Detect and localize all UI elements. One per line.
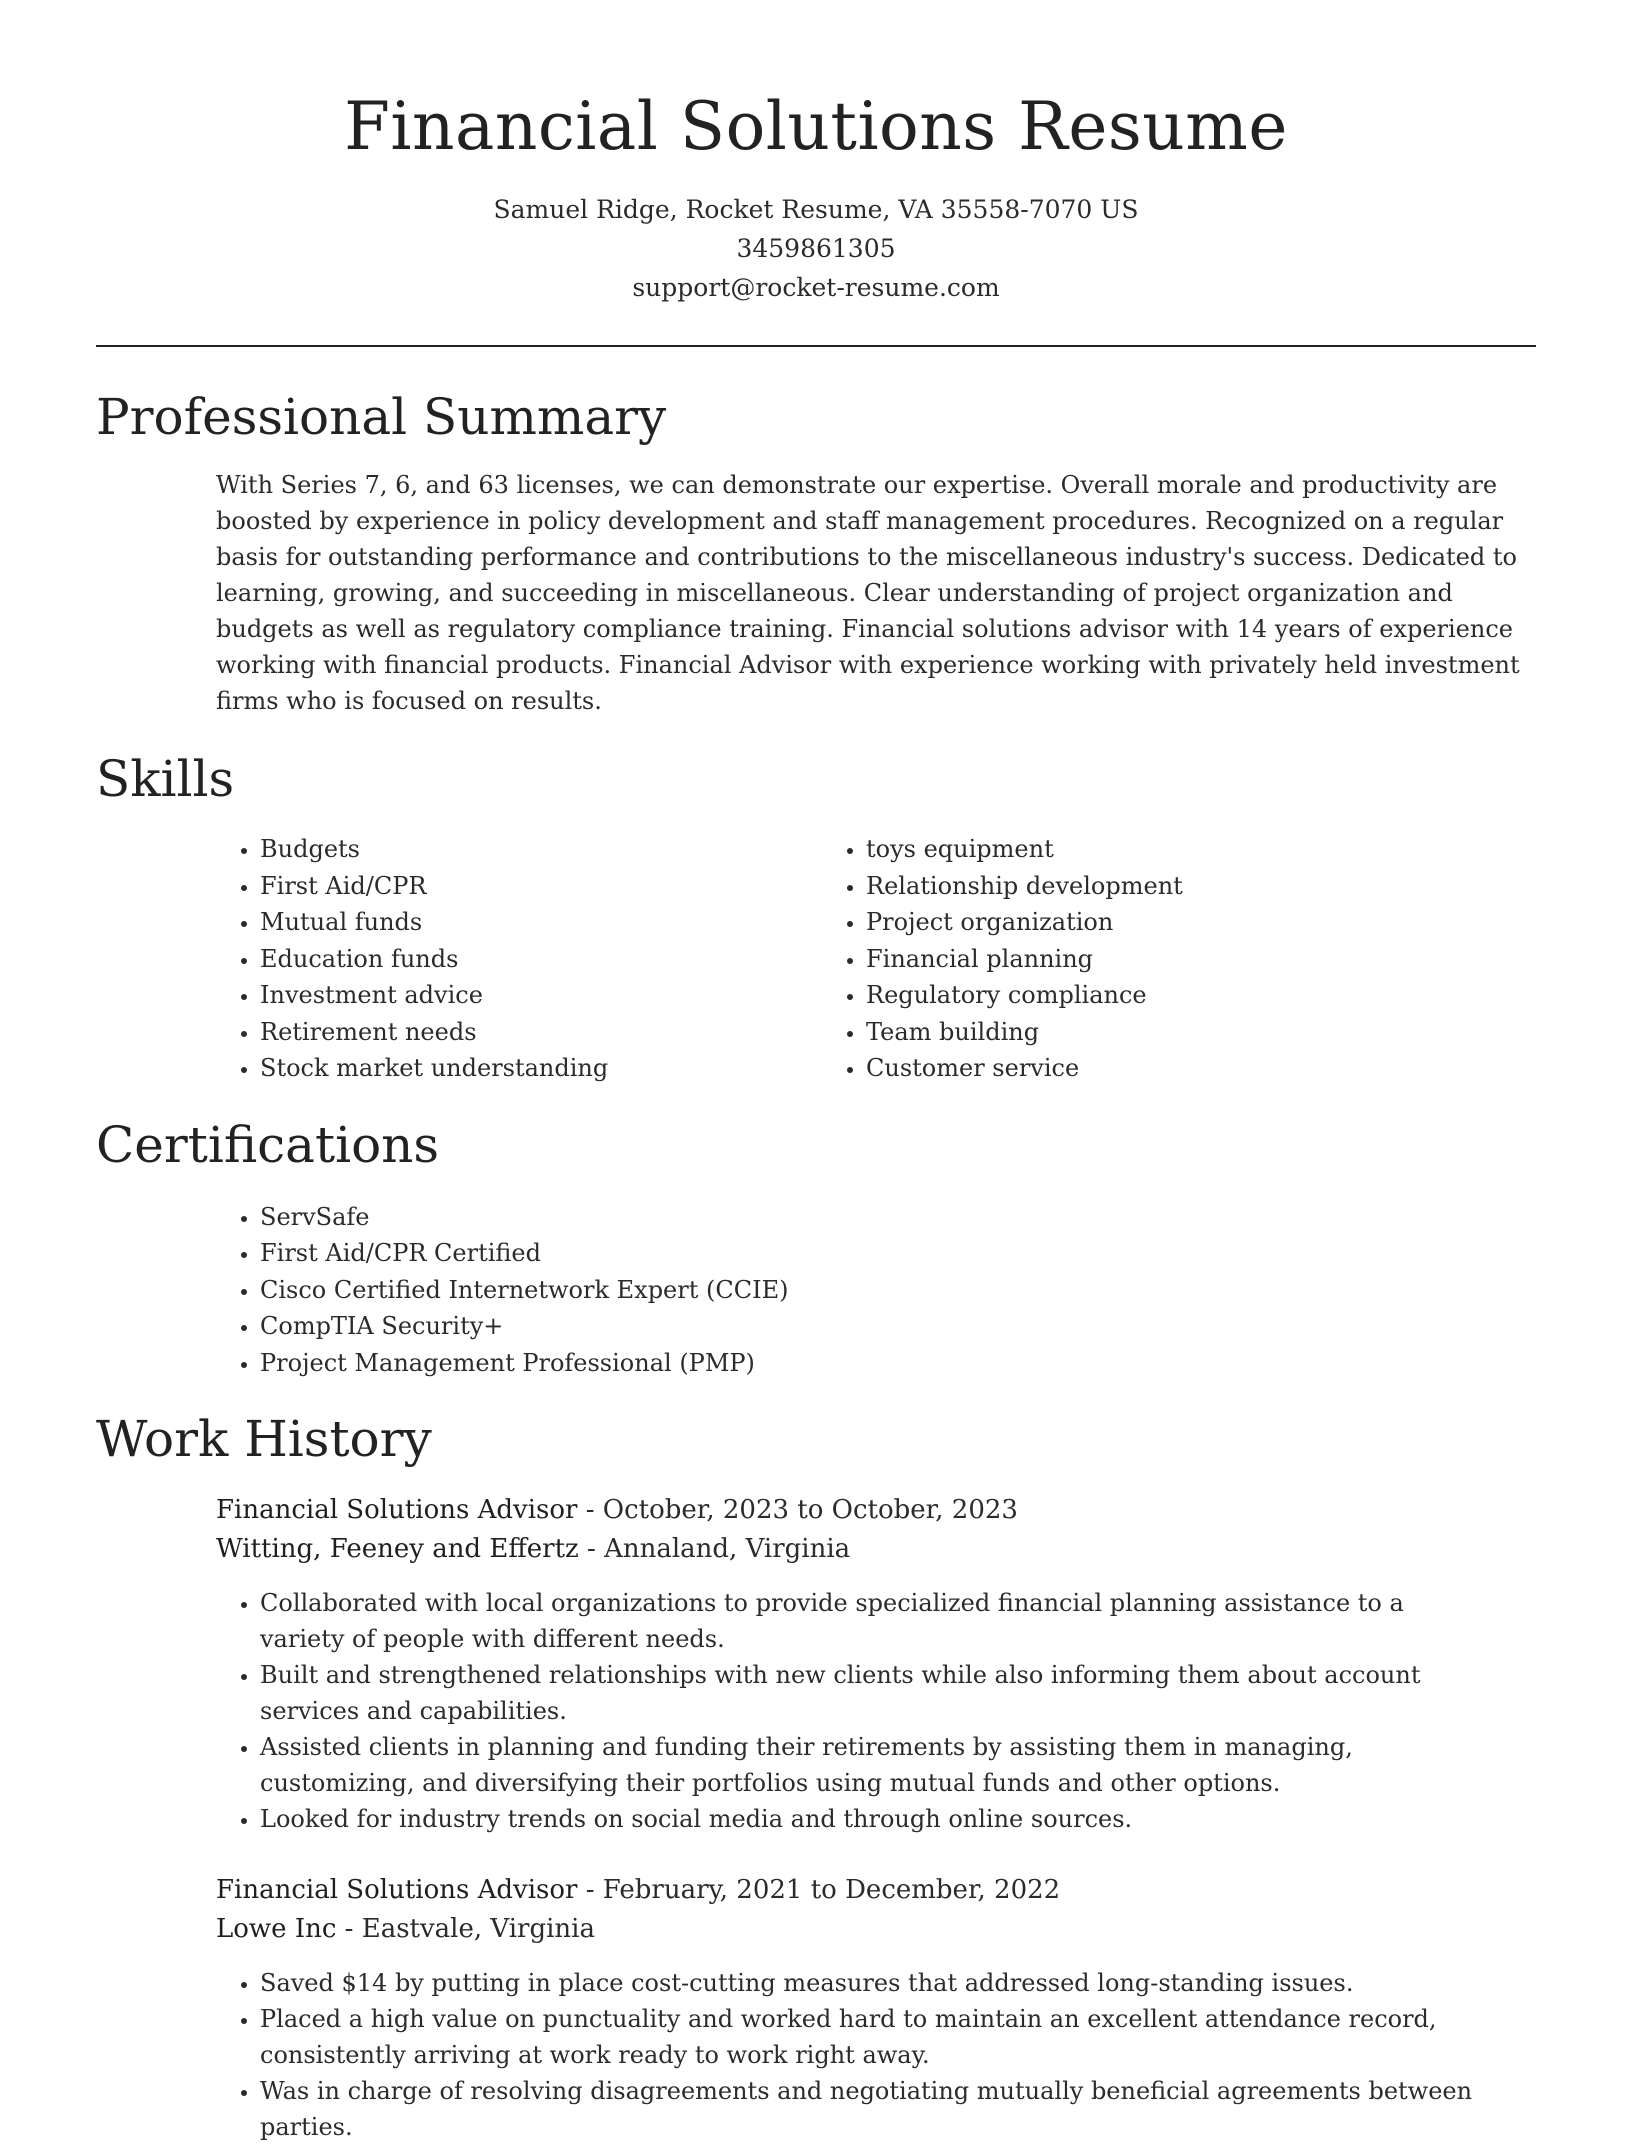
job-company-line — [216, 1530, 1536, 1569]
job-bullet: • Assisted clients in planning and funding their retirements by assisting them in managing, customizing, and diversifying their portfolios using mutual funds and other options. — [260, 1729, 1486, 1801]
skills-columns — [216, 831, 1536, 1087]
skill-item: • Regulatory compliance — [866, 977, 1428, 1014]
job-title-line — [216, 1491, 1536, 1530]
job-bullet: • Looked for industry trends on social media and through online sources. — [260, 1801, 1486, 1837]
job-bullet: • Was in charge of resolving disagreements and negotiating mutually beneficial agreements between parties. — [260, 2073, 1486, 2145]
certifications-list — [216, 1199, 1536, 1382]
job-company: Lowe Inc — [216, 1914, 337, 1944]
job-company-line — [216, 1910, 1536, 1949]
skill-item: • Project organization — [866, 904, 1428, 941]
skills-list-right — [822, 831, 1428, 1087]
summary-heading: Professional Summary — [96, 388, 667, 446]
work-history-heading: Work History — [96, 1410, 432, 1468]
certification-item: • Cisco Certified Internetwork Expert (CCIE) — [260, 1272, 1536, 1309]
summary-text: With Series 7, 6, and 63 licenses, we can demonstrate our expertise. Overall morale and productivity are boosted by experience in policy development and staff management procedures. Recognized on a regular basis for outstanding performance and contributions to the miscellaneous industry's success. Dedicated to learning, growing, and succeeding in miscellaneous. Clear understanding of project organization and budgets as well as regulatory compliance training. Financial solutions advisor with 14 years of experience working with financial products. Financial Advisor with experience working with privately held investment firms who is focused on results. — [216, 471, 1520, 715]
skills-heading: Skills — [96, 750, 235, 808]
certifications-heading: Certifications — [96, 1115, 440, 1174]
resume-title: Financial Solutions Resume — [344, 88, 1288, 165]
job-entry — [216, 1491, 1536, 1837]
contact-block — [96, 190, 1536, 307]
job-bullet: • Collaborated with local organizations to provide specialized financial planning assistance to a variety of people with different needs. — [260, 1585, 1486, 1657]
skill-item: • Education funds — [260, 941, 822, 978]
job-bullets — [216, 1965, 1486, 2145]
job-company: Witting, Feeney and Effertz — [216, 1534, 579, 1564]
contact-email: support@rocket-resume.com — [632, 273, 1000, 302]
job-location: - Eastvale, Virginia — [336, 1914, 595, 1944]
header-divider — [96, 345, 1536, 347]
skill-item: • Customer service — [866, 1050, 1428, 1087]
skill-item: • Budgets — [260, 831, 822, 868]
certification-item: • First Aid/CPR Certified — [260, 1235, 1536, 1272]
skill-item: • Relationship development — [866, 868, 1428, 905]
skills-list-left — [216, 831, 822, 1087]
contact-address: Samuel Ridge, Rocket Resume, VA 35558-7070 US — [493, 195, 1139, 224]
job-title-line — [216, 1871, 1536, 1910]
job-location: - Annaland, Virginia — [578, 1534, 851, 1564]
resume-page — [96, 0, 1536, 2145]
contact-phone: 3459861305 — [736, 234, 896, 263]
skill-item: • toys equipment — [866, 831, 1428, 868]
skill-item: • Team building — [866, 1014, 1428, 1051]
skill-item: • Financial planning — [866, 941, 1428, 978]
certification-item: • ServSafe — [260, 1199, 1536, 1236]
skill-item: • Stock market understanding — [260, 1050, 822, 1087]
skill-item: • Mutual funds — [260, 904, 822, 941]
skill-item: • Investment advice — [260, 977, 822, 1014]
job-bullets — [216, 1585, 1486, 1837]
skill-item: • First Aid/CPR — [260, 868, 822, 905]
job-dates: - February, 2021 to December, 2022 — [577, 1875, 1061, 1905]
job-entry — [216, 1871, 1536, 2145]
job-title: Financial Solutions Advisor — [216, 1495, 578, 1525]
skill-item: • Retirement needs — [260, 1014, 822, 1051]
job-bullet: • Saved $14 by putting in place cost-cutting measures that addressed long-standing issues. — [260, 1965, 1486, 2001]
job-bullet: • Built and strengthened relationships with new clients while also informing them about account services and capabilities. — [260, 1657, 1486, 1729]
certification-item: • CompTIA Security+ — [260, 1308, 1536, 1345]
job-dates: - October, 2023 to October, 2023 — [577, 1495, 1018, 1525]
job-bullet: • Placed a high value on punctuality and worked hard to maintain an excellent attendance record, consistently arriving at work ready to work right away. — [260, 2001, 1486, 2073]
certification-item: • Project Management Professional (PMP) — [260, 1345, 1536, 1382]
job-title: Financial Solutions Advisor — [216, 1875, 578, 1905]
